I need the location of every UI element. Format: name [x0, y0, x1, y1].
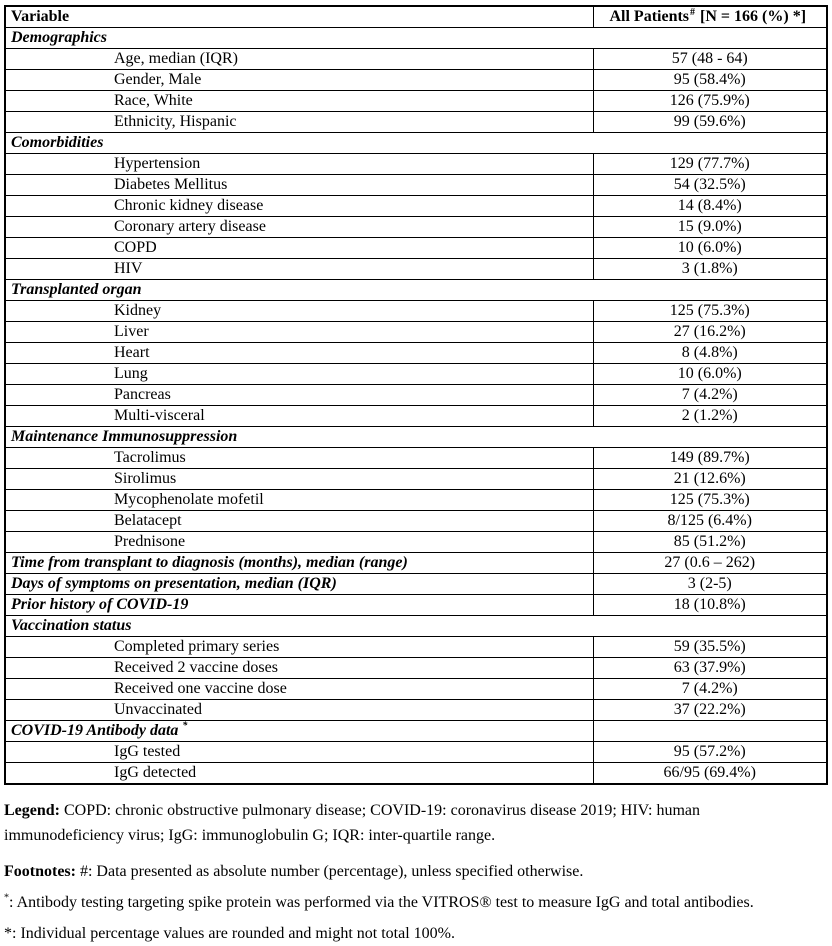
variable-cell: Race, White	[5, 91, 593, 112]
table-row	[5, 469, 827, 490]
value-cell: 27 (16.2%)	[593, 322, 827, 343]
table-row	[5, 154, 827, 175]
value-cell: 2 (1.2%)	[593, 406, 827, 427]
value-cell: 125 (75.3%)	[593, 490, 827, 511]
table-row	[5, 532, 827, 553]
table-row	[5, 322, 827, 343]
value-cell: 8/125 (6.4%)	[593, 511, 827, 532]
table-row	[5, 49, 827, 70]
footnotes-label: Footnotes:	[4, 863, 76, 880]
all-patients-column-header	[593, 6, 827, 28]
table-row	[5, 364, 827, 385]
variable-cell: Mycophenolate mofetil	[5, 490, 593, 511]
variable-header-label: Variable	[11, 8, 70, 25]
section-row	[5, 28, 827, 49]
value-cell: 63 (37.9%)	[593, 658, 827, 679]
table-row	[5, 91, 827, 112]
variable-cell: Heart	[5, 343, 593, 364]
table-row	[5, 259, 827, 280]
value-cell: 59 (35.5%)	[593, 637, 827, 658]
value-cell: 10 (6.0%)	[593, 364, 827, 385]
table-row	[5, 637, 827, 658]
value-cell: 57 (48 - 64)	[593, 49, 827, 70]
table-header-row	[5, 6, 827, 28]
variable-cell: Coronary artery disease	[5, 217, 593, 238]
variable-cell: Pancreas	[5, 385, 593, 406]
table-row	[5, 385, 827, 406]
value-cell: 3 (1.8%)	[593, 259, 827, 280]
value-cell: 99 (59.6%)	[593, 112, 827, 133]
star-footnote-marker: *	[182, 720, 188, 732]
value-cell: 85 (51.2%)	[593, 532, 827, 553]
variable-cell: HIV	[5, 259, 593, 280]
variable-cell: Unvaccinated	[5, 700, 593, 721]
variable-cell: Time from transplant to diagnosis (months), median (range)	[5, 553, 593, 574]
value-cell: 149 (89.7%)	[593, 448, 827, 469]
variable-cell: Kidney	[5, 301, 593, 322]
value-cell: 7 (4.2%)	[593, 679, 827, 700]
value-cell: 126 (75.9%)	[593, 91, 827, 112]
table-row	[5, 700, 827, 721]
legend-text: COPD: chronic obstructive pulmonary disease; COVID-19: coronavirus disease 2019; HIV: human immunodeficiency virus; IgG: immunoglobulin G; IQR: inter-quartile range.	[4, 802, 701, 844]
variable-cell: Received 2 vaccine doses	[5, 658, 593, 679]
table-row	[5, 658, 827, 679]
value-cell: 18 (10.8%)	[593, 595, 827, 616]
patient-characteristics-table	[4, 5, 828, 785]
star-footnote-2-text: *: Individual percentage values are rounded and might not total 100%.	[4, 925, 455, 942]
section-row	[5, 616, 827, 637]
variable-cell: Diabetes Mellitus	[5, 175, 593, 196]
hash-footnote-marker: #	[690, 6, 696, 18]
variable-cell: Sirolimus	[5, 469, 593, 490]
variable-cell: Days of symptoms on presentation, median (IQR)	[5, 574, 593, 595]
value-cell: 95 (57.2%)	[593, 742, 827, 763]
variable-cell: IgG tested	[5, 742, 593, 763]
star-footnote-1-text: : Antibody testing targeting spike protein was performed via the VITROS® test to measure IgG and total antibodies.	[9, 894, 754, 911]
variable-cell: Liver	[5, 322, 593, 343]
variable-cell: Vaccination status	[5, 616, 827, 637]
variable-cell: Age, median (IQR)	[5, 49, 593, 70]
variable-column-header	[5, 6, 593, 28]
variable-cell: Ethnicity, Hispanic	[5, 112, 593, 133]
section-row	[5, 280, 827, 301]
value-cell: 95 (58.4%)	[593, 70, 827, 91]
table-row	[5, 511, 827, 532]
variable-cell: Transplanted organ	[5, 280, 827, 301]
variable-cell: Hypertension	[5, 154, 593, 175]
variable-cell: Prior history of COVID-19	[5, 595, 593, 616]
value-cell: 7 (4.2%)	[593, 385, 827, 406]
value-cell: 66/95 (69.4%)	[593, 763, 827, 785]
value-cell: 129 (77.7%)	[593, 154, 827, 175]
table-row	[5, 343, 827, 364]
variable-cell: COPD	[5, 238, 593, 259]
star-footnote-2	[4, 921, 828, 946]
table-row	[5, 301, 827, 322]
variable-cell: Tacrolimus	[5, 448, 593, 469]
variable-cell: Chronic kidney disease	[5, 196, 593, 217]
value-cell: 54 (32.5%)	[593, 175, 827, 196]
value-cell: 125 (75.3%)	[593, 301, 827, 322]
variable-cell: Multi-visceral	[5, 406, 593, 427]
table-row	[5, 112, 827, 133]
variable-cell: Belatacept	[5, 511, 593, 532]
table-body	[5, 28, 827, 785]
variable-cell: Gender, Male	[5, 70, 593, 91]
table-row	[5, 574, 827, 595]
footnotes-paragraph	[4, 859, 828, 884]
table-row	[5, 238, 827, 259]
star-superscript-marker: *	[4, 892, 9, 904]
table-row	[5, 217, 827, 238]
value-cell: 21 (12.6%)	[593, 469, 827, 490]
variable-cell: Received one vaccine dose	[5, 679, 593, 700]
legend-paragraph	[4, 798, 794, 848]
all-patients-header-count: [N = 166 (%) *]	[696, 8, 807, 25]
value-cell: 3 (2-5)	[593, 574, 827, 595]
table-row	[5, 406, 827, 427]
section-row	[5, 721, 827, 742]
hash-footnote-text: #: Data presented as absolute number (percentage), unless specified otherwise.	[75, 863, 584, 880]
table-row	[5, 196, 827, 217]
star-footnote-1	[4, 890, 828, 915]
value-cell: 37 (22.2%)	[593, 700, 827, 721]
table-row	[5, 763, 827, 785]
value-cell: 10 (6.0%)	[593, 238, 827, 259]
value-cell: 14 (8.4%)	[593, 196, 827, 217]
legend-label: Legend:	[4, 802, 60, 819]
table-row	[5, 595, 827, 616]
variable-cell: Lung	[5, 364, 593, 385]
variable-cell: Prednisone	[5, 532, 593, 553]
table-notes	[4, 798, 828, 946]
variable-cell: Maintenance Immunosuppression	[5, 427, 827, 448]
table-row	[5, 553, 827, 574]
section-row	[5, 427, 827, 448]
table-row	[5, 742, 827, 763]
table-row	[5, 448, 827, 469]
variable-cell: Comorbidities	[5, 133, 827, 154]
table-row	[5, 679, 827, 700]
variable-cell: IgG detected	[5, 763, 593, 785]
value-cell	[593, 721, 827, 742]
table-row	[5, 70, 827, 91]
table-row	[5, 175, 827, 196]
value-cell: 15 (9.0%)	[593, 217, 827, 238]
value-cell: 27 (0.6 – 262)	[593, 553, 827, 574]
variable-cell: COVID-19 Antibody data *	[5, 721, 593, 742]
variable-cell: Demographics	[5, 28, 827, 49]
table-row	[5, 490, 827, 511]
all-patients-header-label: All Patients	[609, 8, 690, 25]
variable-cell: Completed primary series	[5, 637, 593, 658]
value-cell: 8 (4.8%)	[593, 343, 827, 364]
section-row	[5, 133, 827, 154]
